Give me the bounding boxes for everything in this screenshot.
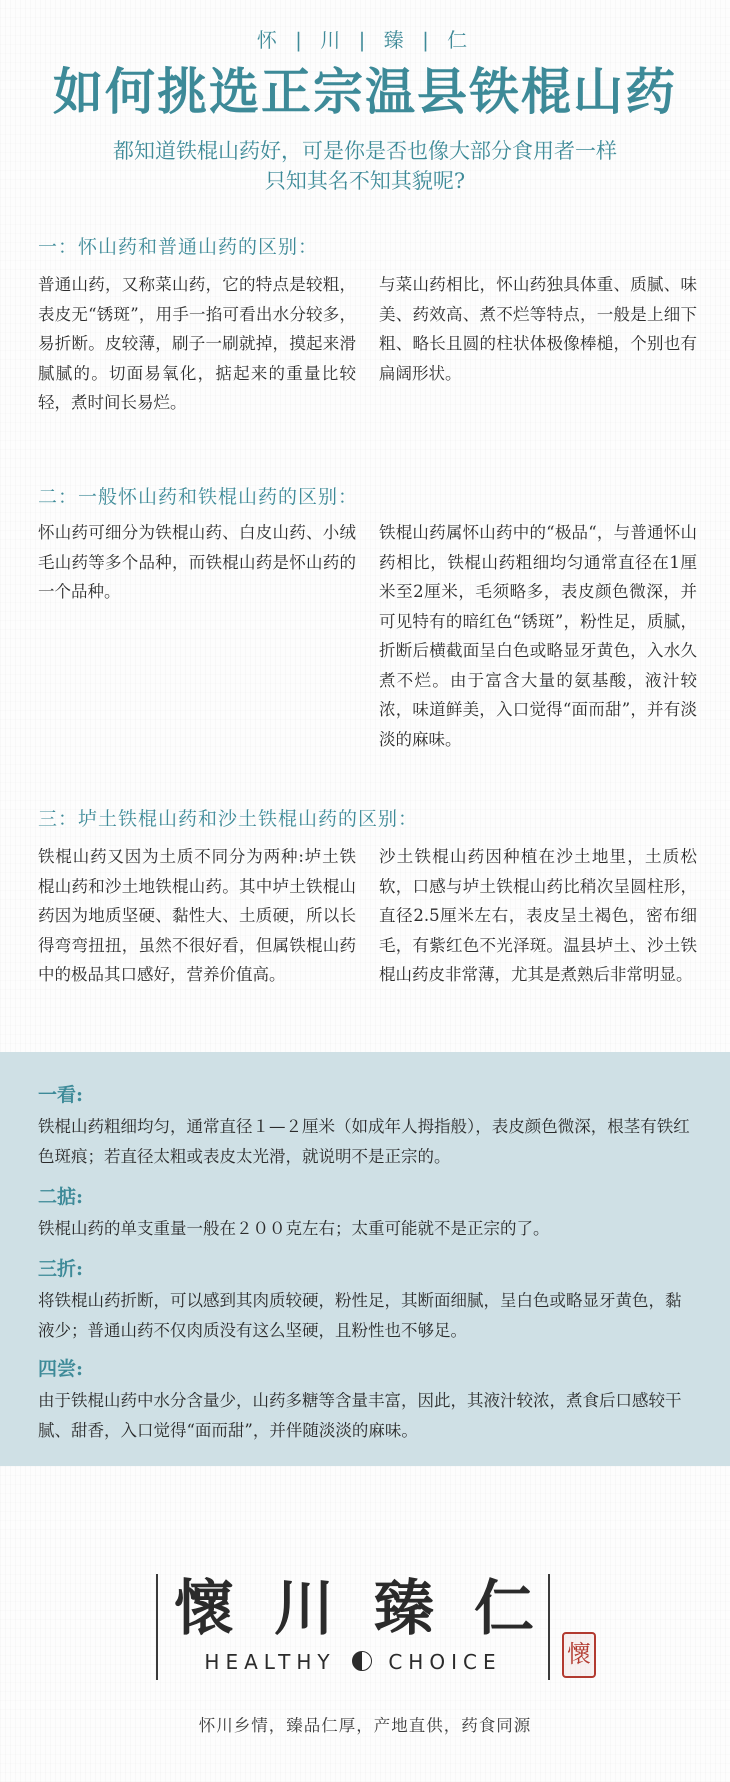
footer-slogan: 怀川乡情，臻品仁厚，产地直供，药食同源 xyxy=(198,1716,532,1735)
brand-tagline: 怀 | 川 | 臻 | 仁 xyxy=(256,28,474,52)
tip-2-heading: 二掂: xyxy=(38,1186,84,1208)
tip-1-heading: 一看: xyxy=(38,1084,84,1106)
section-2-right-text: 铁棍山药属怀山药中的“极品“，与普通怀山药相比，铁棍山药粗细均匀通常直径在1厘米至2厘米，毛须略多，表皮颜色微深，并可见特有的暗红色“锈斑”，粉性足，质腻，折断后横截面呈白色或略显牙黄色，入水久煮不烂。由于富含大量的氨基酸，液汁较浓，味道鲜美，入口觉得“面而甜”，并有淡淡的麻味。 xyxy=(379,523,697,749)
tip-3-heading: 三折: xyxy=(38,1258,84,1280)
tip-4-heading: 四尝: xyxy=(38,1358,84,1380)
logo-char-2: 川 xyxy=(274,1574,334,1644)
section-3-heading: 三：垆土铁棍山药和沙土铁棍山药的区别： xyxy=(38,808,419,830)
section-3-right-text: 沙土铁棍山药因种植在沙土地里，土质松软，口感与垆土铁棍山药比稍次呈圆柱形，直径2.5厘米左右，表皮呈土褐色，密布细毛，有紫红色不光泽斑。温县垆土、沙土铁棍山药皮非常薄，尤其是煮熟后非常明显。 xyxy=(379,847,697,984)
section-3-left-text: 铁棍山药又因为土质不同分为两种:垆土铁棍山药和沙土地铁棍山药。其中垆土铁棍山药因为地质坚硬、黏性大、土质硬，所以长得弯弯扭扭，虽然不很好看，但属铁棍山药中的极品其口感好，营养价值高。 xyxy=(38,847,356,984)
seal-stamp: 懷 xyxy=(562,1632,596,1678)
logo-characters xyxy=(174,1574,534,1644)
section-1-right-text: 与菜山药相比，怀山药独具体重、质腻、味美、药效高、煮不烂等特点，一般是上细下粗、略长且圆的柱状体极像棒槌，个别也有扁阔形状。 xyxy=(379,275,697,383)
yin-yang-icon xyxy=(352,1651,372,1671)
logo-english xyxy=(156,1650,550,1674)
section-2-heading: 二：一般怀山药和铁棍山药的区别： xyxy=(38,486,359,508)
logo-en-right: CHOICE xyxy=(388,1650,502,1674)
tip-1-text: 铁棍山药粗细均匀，通常直径１—２厘米（如成年人拇指般），表皮颜色微深，根茎有铁红色斑痕；若直径太粗或表皮太光滑，就说明不是正宗的。 xyxy=(38,1117,690,1166)
logo-char-4: 仁 xyxy=(474,1574,534,1644)
logo-en-left: HEALTHY xyxy=(204,1650,336,1674)
section-1-left-text: 普通山药，又称菜山药，它的特点是较粗，表皮无“锈斑”，用手一掐可看出水分较多，易折断。皮较薄，刷子一刷就掉，摸起来滑腻腻的。切面易氧化，掂起来的重量比较轻，煮时间长易烂。 xyxy=(38,275,356,412)
section-1-heading: 一：怀山药和普通山药的区别： xyxy=(38,236,319,258)
subtitle-line-2: 只知其名不知其貌呢? xyxy=(264,169,466,193)
subtitle xyxy=(0,136,730,196)
section-2-left-text: 怀山药可细分为铁棍山药、白皮山药、小绒毛山药等多个品种，而铁棍山药是怀山药的一个品种。 xyxy=(38,523,356,601)
logo-char-1: 懷 xyxy=(174,1574,234,1644)
tip-3-text: 将铁棍山药折断，可以感到其肉质较硬，粉性足，其断面细腻，呈白色或略显牙黄色，黏液少；普通山药不仅肉质没有这么坚硬，且粉性也不够足。 xyxy=(38,1291,682,1340)
subtitle-line-1: 都知道铁棍山药好，可是你是否也像大部分食用者一样 xyxy=(113,139,617,163)
tip-4-text: 由于铁棍山药中水分含量少，山药多糖等含量丰富，因此，其液汁较浓，煮食后口感较干腻、甜香，入口觉得“面而甜”，并伴随淡淡的麻味。 xyxy=(38,1391,682,1440)
tip-2-text: 铁棍山药的单支重量一般在２００克左右；太重可能就不是正宗的了。 xyxy=(38,1219,550,1238)
brand-logo xyxy=(156,1574,550,1704)
tips-band xyxy=(0,1052,730,1466)
logo-char-3: 臻 xyxy=(374,1574,434,1644)
page-title: 如何挑选正宗温县铁棍山药 xyxy=(53,62,677,121)
